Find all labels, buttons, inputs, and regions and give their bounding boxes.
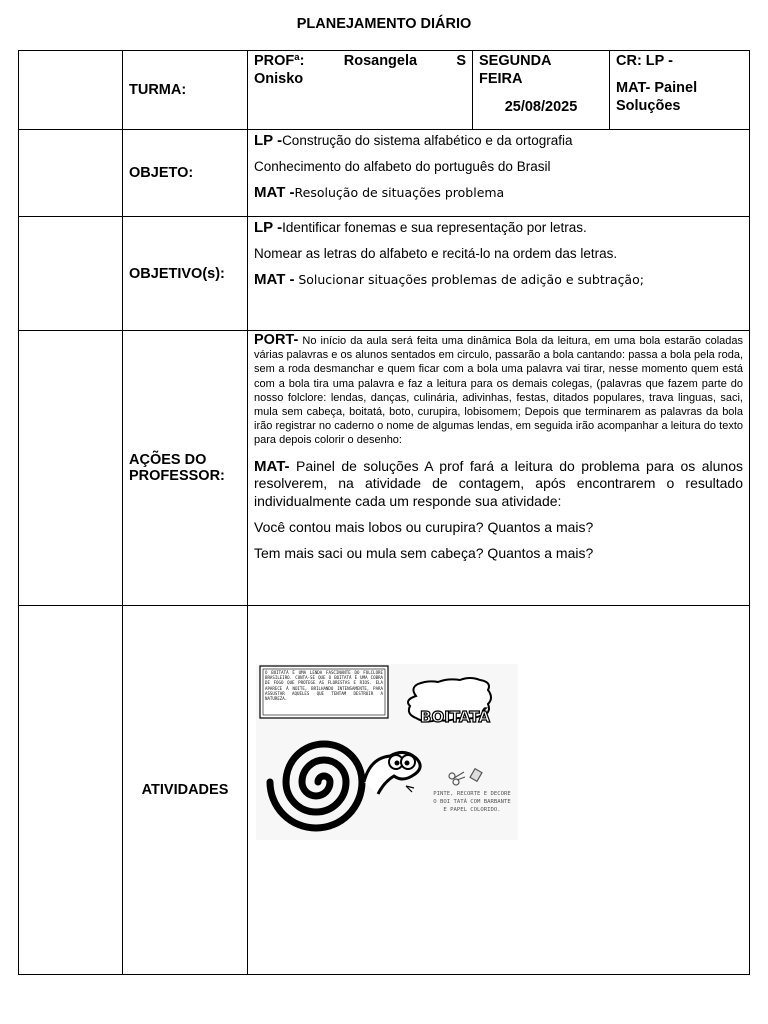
row-objetivos bbox=[19, 217, 750, 331]
acoes-question1: Você contou mais lobos ou curupira? Quantos a mais? bbox=[254, 519, 594, 536]
boitata-drawing bbox=[256, 664, 518, 840]
atividades-label: ATIVIDADES bbox=[123, 606, 248, 975]
acoes-mat-prefix: MAT- bbox=[254, 457, 290, 475]
acoes-content bbox=[248, 331, 750, 606]
blank-cell bbox=[19, 51, 123, 130]
day-cell bbox=[473, 51, 610, 129]
glue-icon bbox=[470, 769, 482, 782]
row-acoes bbox=[19, 331, 750, 606]
header-subtable bbox=[248, 51, 749, 129]
acoes-label: AÇÕES DO PROFESSOR: bbox=[123, 331, 248, 606]
day-line2: FEIRA bbox=[479, 71, 523, 87]
blank-cell bbox=[19, 331, 123, 606]
turma-label: TURMA: bbox=[123, 51, 248, 130]
objeto-line2: Conhecimento do alfabeto do português do Brasil bbox=[254, 159, 551, 174]
objeto-mat-prefix: MAT - bbox=[254, 184, 295, 201]
objetivos-lp-text: Identificar fonemas e sua representação por letras. bbox=[282, 220, 587, 235]
scissors-icon bbox=[449, 772, 465, 785]
acoes-port-text: No início da aula será feita uma dinâmica Bola da leitura, em uma bola estarão coladas várias palavras e os alunos sentados em circulo, passarão a bola cantando: passa a bola pela roda, sem a roda desmanchar e quem ficar com a bola uma palavra vai tirar, nesse momento quem está com a bola tira uma palavra e faz a leitura para os demais colegas, (palavras que fazem parte do nosso folclore: lendas, danças, culinária, adivinhas, festas, ditados populares, trava linguas, saci, mula sem cabeça, boitatá, boto, curupira, lobisomem; Depois que terminarem as palavras da bola irão registrar no caderno o nome de algumas lendas, em seguida irão acompanhar a leitura do texto para depois colorir o desenho: bbox=[254, 335, 743, 447]
worksheet-title: BOITATÁ bbox=[420, 708, 490, 726]
objetivos-content bbox=[248, 217, 750, 331]
objeto-content bbox=[248, 130, 750, 217]
prof-prefix: PROFª: bbox=[254, 53, 305, 69]
day-line1: SEGUNDA bbox=[479, 53, 552, 69]
objetivos-mat-text: Solucionar situações problemas de adição e subtração; bbox=[298, 272, 644, 287]
cr-label: CR: LP - bbox=[616, 53, 673, 69]
prof-first-name: Rosangela bbox=[343, 53, 418, 69]
objetivos-mat-prefix: MAT - bbox=[254, 271, 295, 288]
worksheet-text-box: O BOITATÁ É UMA LENDA FASCINANTE DO FOLCLORE BRASILEIRO. CONTA-SE QUE O BOITATÁ É UMA COBRA DE FOGO QUE PROTEGE AS FLORESTAS E RIOS. ELA APARECE À NOITE, BRILHANDO INTENSAMENTE, PARA ASSUSTAR AQUELES QUE TENTAM DESTRUIR A NATUREZA. bbox=[265, 670, 383, 702]
prof-last-name: Onisko bbox=[254, 71, 304, 87]
objeto-lp-text: Construção do sistema alfabético e da ortografia bbox=[282, 133, 573, 148]
objeto-lp-prefix: LP - bbox=[254, 132, 283, 149]
snake-spiral bbox=[270, 744, 362, 828]
cr-cell bbox=[610, 51, 750, 129]
objeto-label: OBJETO: bbox=[123, 130, 248, 217]
boitata-worksheet-image bbox=[256, 664, 518, 840]
blank-cell bbox=[19, 217, 123, 331]
objetivos-lp-prefix: LP - bbox=[254, 219, 283, 236]
objetivos-line2: Nomear as letras do alfabeto e recitá-lo na ordem das letras. bbox=[254, 246, 618, 261]
cr-mat: MAT- Painel Soluções bbox=[616, 80, 698, 114]
acoes-port-prefix: PORT- bbox=[254, 332, 299, 348]
objetivos-label: OBJETIVO(s): bbox=[123, 217, 248, 331]
page-title: PLANEJAMENTO DIÁRIO bbox=[296, 16, 472, 32]
acoes-question2: Tem mais saci ou mula sem cabeça? Quantos a mais? bbox=[254, 545, 594, 562]
row-objeto bbox=[19, 130, 750, 217]
blank-cell bbox=[19, 606, 123, 975]
row-turma bbox=[19, 51, 750, 130]
acoes-mat-text: Painel de soluções A prof fará a leitura do problema para os alunos resolverem, na atividade de contagem, após encontrarem o resultado individualmente cada um responde sua atividade: bbox=[254, 457, 743, 509]
prof-initial: S bbox=[456, 53, 466, 69]
blank-cell bbox=[19, 130, 123, 217]
date: 25/08/2025 bbox=[504, 99, 578, 115]
objeto-mat-text: Resolução de situações problema bbox=[294, 185, 505, 200]
prof-cell bbox=[248, 51, 473, 129]
worksheet-instruction: PINTE, RECORTE E DECORE O BOI TATÁ COM BARBANTE E PAPEL COLORIDO. bbox=[433, 791, 511, 813]
